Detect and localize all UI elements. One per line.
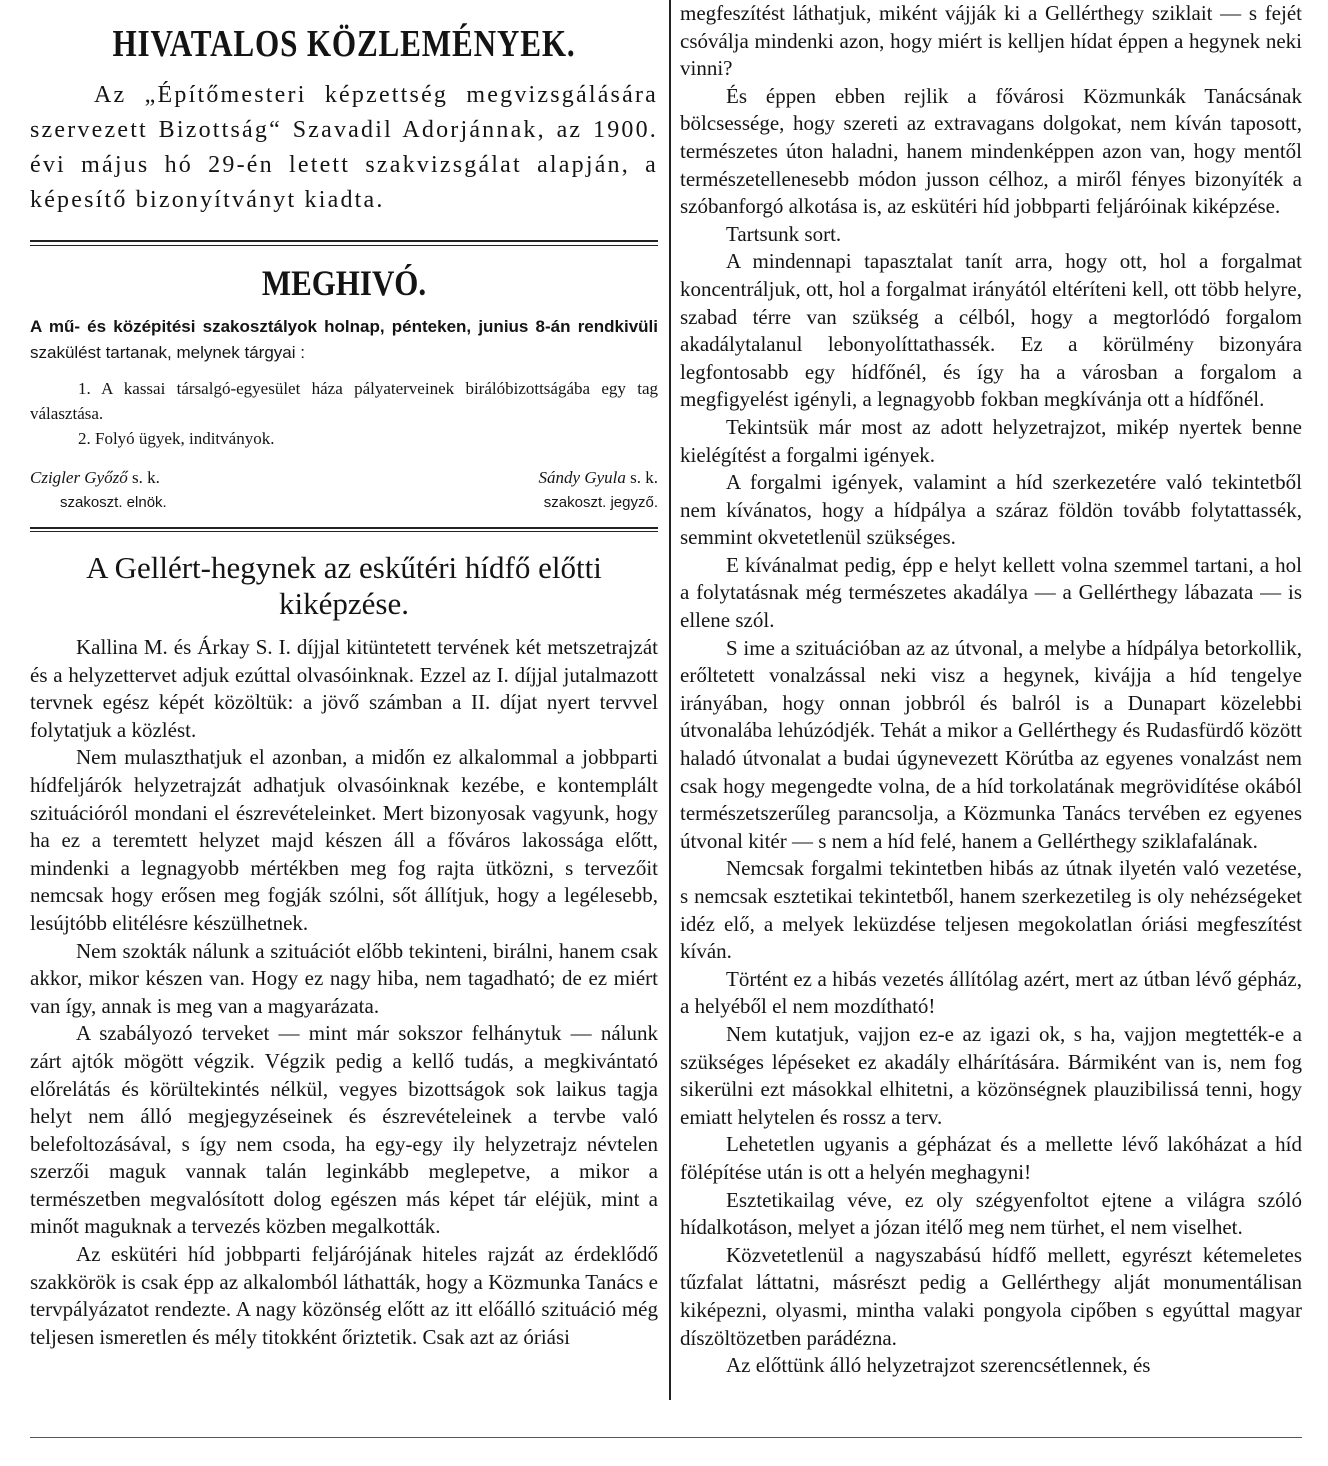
article-paragraph: Nemcsak forgalmi tekintetben hibás az útnak ilyetén való vezetése, s nemcsak esztetikai tekintetből, hanem szerkezetileg is oly nehézségeket idéz elő, a melyek leküzdése teljesen megokolatlan óriási megfeszítést kíván. [680,856,1302,964]
article-title: A Gellért-hegynek az eskűtéri hídfő előtti kiképzése. [86,550,602,621]
article-paragraph: Tartsunk sort. [726,221,842,246]
signer-role: szakoszt. elnök. [60,494,167,511]
article-paragraph: Lehetetlen ugyanis a gépházat és a mellette lévő lakóházat a híd fölépítése után is ott a helyén meghagyni! [680,1132,1302,1184]
article-paragraph: Esztetikailag véve, ez oly szégyenfoltot ejtene a világra szóló hídalkotáson, melyet a józan itélő meg nem türhet, el nem viselhet. [680,1187,1302,1240]
signer-name: Sándy Gyula [538,468,626,487]
article-paragraph: Az előttünk álló helyzetrajzot szerencsétlennek, és [726,1353,1151,1378]
invitation-intro [30,314,658,366]
article-paragraph: Nem kutatjuk, vajjon ez-e az igazi ok, s ha, vajjon megtették-e a szükséges lépéseket ez akadály elhárítására. Bármiként van is, nem fog sikerülni ezt másokkal elhitetni, a közönségnek plauzibilissá tenni, hogy emiatt helytelen és rossz a terv. [680,1021,1302,1129]
signer-role: szakoszt. jegyző. [543,494,658,511]
article-paragraph: A szabályozó terveket — mint már sokszor felhánytuk — nálunk zárt ajtók mögött végzik. Végzik pedig a kellő tudás, a megkivántató előrelátás és körültekintés nélkül, vegyes bizottságok sok laikus tagja helyt nem álló megjegyzéseinek és észrevételeinek a tervbe való belefoltozásával, s így nem csoda, ha egy-egy ily helyzetrajz névtelen szerzői maguk vannak talán leginkább meglepetve, a mikor a természetben megvalósított dolog egészen más képet tár eléjük, mint a minőt maguknak a tervezés közben megalkották. [30,1021,658,1239]
article-paragraph: A forgalmi igények, valamint a híd szerkezetére való tekintetből nem kívánatos, hogy a hídpálya a száraz földön tovább folytattassék, semmint okvetetlenül szükséges. [680,470,1302,550]
agenda-list [30,376,658,451]
article-paragraph: A mindennapi tapasztalat tanít arra, hogy ott, hol a forgalmat koncentráljuk, ott, hol a forgalmat irányától eltéríteni kell, ott több helyre, szabad térre van szükség a célból, hogy a megtorlódó forgalom akadálytalanul lebonyolíttathassék. Ez a körülmény bizonyára legfontosabb egy hídfőnél, és így ha a városban a forgalom a megfigyelést igényli, a legnagyobb fokban megkívánja ott a hídfőnél. [680,249,1302,412]
signatures [30,465,658,515]
official-notice-text: Az „Építőmesteri képzettség megvizsgálására szervezett Bizottság“ Szavadil Adorjánnak, az 1900. évi május hó 29-én letett szakvizsgálat alapján, a képesítő bizonyítványt kiadta. [30,82,658,213]
article-paragraph: Nem szokták nálunk a szituációt előbb tekinteni, birálni, hanem csak akkor, mikor készen van. Hogy ez nagy hiba, nem tagadható; de ez miért van így, annak is meg van a magyarázata. [30,938,658,1018]
article-continuation: megfeszítést láthatjuk, miként vájják ki a Gellérthegy sziklait — s fejét csóválja mindenki azon, hogy miért is kelljen hídat éppen a hegynek neki vinni? [680,1,1302,81]
article-paragraph: Közvetetlenül a nagyszabású hídfő mellett, egyrészt kétemeletes tűzfalat láttatni, másrészt pedig a Gellérthegy alját monumentálisan kiképezni, olyasmi, mintha valaki pongyola cipőben s egyúttal magyar díszöltözetben parádézna. [680,1242,1302,1350]
article-paragraph: Történt ez a hibás vezetés állítólag azért, mert az útban lévő gépház, a helyéből el nem mozdítható! [680,966,1302,1019]
section-divider [30,240,658,246]
signer-chair [30,465,319,515]
signer-secretary [369,465,658,515]
right-column [680,0,1302,1380]
left-column [30,18,658,1351]
article-paragraph: Tekintsük már most az adott helyzetrajzot, mikép nyertek benne kielégítést a forgalmi igények. [680,414,1302,467]
agenda-item: 2. Folyó ügyek, inditványok. [78,429,275,448]
article-paragraph: Az eskütéri híd jobbparti feljárójának hiteles rajzát az érdeklődő szakkörök is csak épp az alkalomból láthatták, hogy a Közmunka Tanács e tervpályázatot rendezte. A nagy közönség előtt az itt előálló szituáció még teljesen ismeretlen és mély titokként őriztetik. Csak azt az óriási [30,1242,658,1349]
official-notices-title: HIVATALOS KÖZLEMÉNYEK. [112,23,576,65]
article-paragraph: E kívánalmat pedig, épp e helyt kellett volna szemmel tartani, a hol a folytatásnak még természetes akadálya — a Gellérthegy lábazata — is ellene szól. [680,552,1302,633]
article-paragraph: Kallina M. és Árkay S. I. díjjal kitüntetett tervének két metszetrajzát és a helyzettervet adjuk ezúttal olvasóinknak. Ezzel az I. díjjal jutalmazott tervnek egész képét közöltük: a jövő számban a II. díjat nyert tervvel folytatjuk a közlést. [30,635,658,742]
signer-name: Czigler Győző [30,468,128,487]
invitation-title: MEGHIVÓ. [261,263,427,303]
signer-suffix: s. k. [132,468,160,487]
article-paragraph: És éppen ebben rejlik a fővárosi Közmunkák Tanácsának bölcsessége, hogy szereti az extravagans dolgokat, nem kíván taposott, természetes úton haladni, hanem mindenképpen azon van, hogy mentől természetellenesebb módon jusson célhoz, a miről fényes bizonyíték a szóbanforgó alkotása is, az eskütéri híd jobbparti feljáróinak kiképzése. [680,83,1302,219]
invitation-intro-rest: szakülést tartanak, melynek tárgyai : [30,343,305,362]
section-divider [30,527,658,532]
signer-suffix: s. k. [630,468,658,487]
agenda-item: 1. A kassai társalgó-egyesület háza pályaterveinek birálóbizottságába egy tag választása. [30,379,658,423]
article-paragraph: Nem mulaszthatjuk el azonban, a midőn ez alkalommal a jobbparti hídfeljárók helyzetrajzát adhatjuk olvasóinknak kezébe, e kontemplált szituációról mondani el észrevételeinket. Mert bizonyosak vagyunk, hogy ha ez a teremtett helyzet majd készen áll a főváros lakossága előtt, mindenki a legnagyobb mértékben meg fog rajta ütközni, s tervezőit nemcsak hogy erősen meg fogják szólni, sőt állítjuk, hogy a legélesebb, lesújtóbb elitélésre készülhetnek. [30,745,658,935]
column-divider [669,0,671,1400]
page-bottom-rule [30,1437,1302,1438]
invitation-intro-bold: A mű- és középitési szakosztályok holnap, pénteken, junius 8-án rendkivüli [30,317,658,336]
article-paragraph: S ime a szituációban az az útvonal, a melybe a hídpálya betorkollik, erőltetett vonalzással neki visz a hegynek, kivájja a híd tengelye irányában, hogy onnan jobbról és balról is a Dunapart közelebbi útvonalába lehúzódjék. Tehát a mikor a Gellérthegy és Rudasfürdő között haladó útvonalat a budai úgynevezett Körútba az egyenes vonalzást nem csak hogy megengedte volna, de a híd torkolatának megrövidítése okából természetszerűleg parancsolja, a Közmunka Tanács tervében ez egyenes útvonal kitér — s nem a híd felé, hanem a Gellérthegy sziklafalának. [680,635,1302,853]
